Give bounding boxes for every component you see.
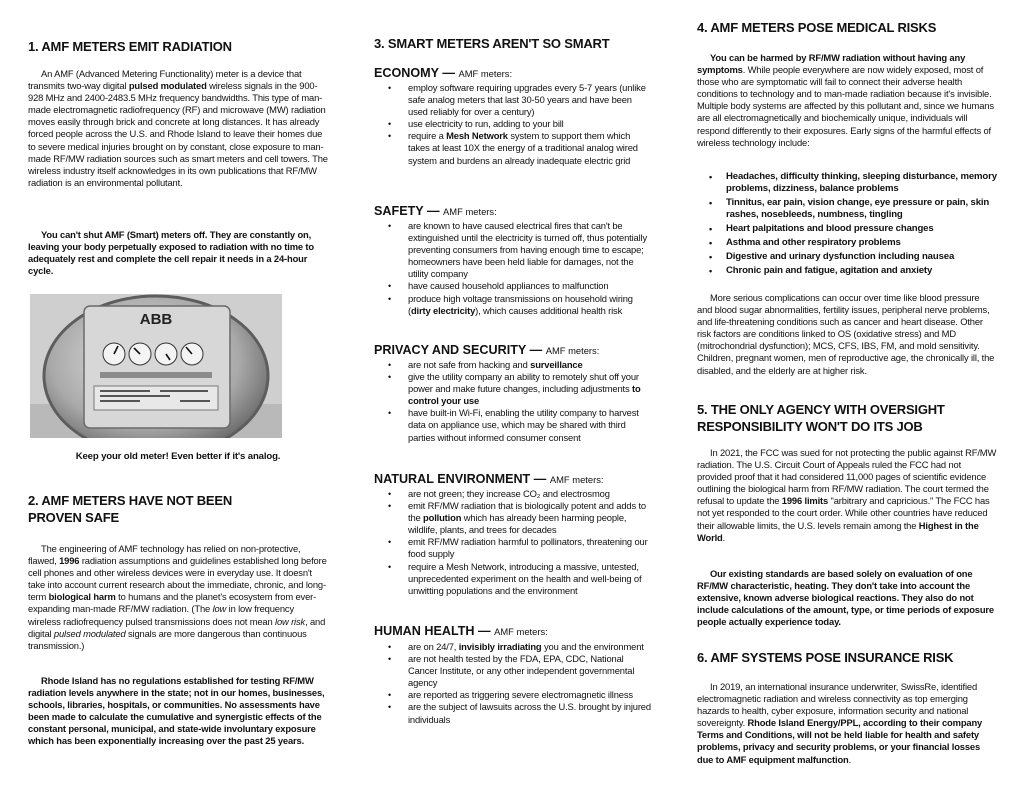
list-item: • are reported as triggering severe electromagnetic illness bbox=[374, 689, 652, 701]
meter-brand-label: ABB bbox=[139, 311, 173, 328]
list-item: • have built-in Wi-Fi, enabling the utility company to harvest data on appliance use, which may be shared with third parties without informed consumer consent bbox=[374, 407, 652, 443]
section-4-paragraph-2: More serious complications can occur over time like blood pressure and blood sugar abnormalities, fertility issues, peripheral nerve problems, and life-threatening conditions such as cancer and heart disease. Other risk factors are conditions linked to OS (oxidative stress) and MD (mitrochondrial dysfunction); MCS, CFS, IBS, FM, and mold sensitivity. Children, pregnant women, men of reproductive age, the chronically ill, the disabled, and the elderly are at higher risk. bbox=[697, 292, 995, 376]
section-5-paragraph-2: Our existing standards are based solely on evaluation of one RF/MW characteristic, heating. They don't take into account the extensive, known adverse biological reactions. They also do not include calculations of the amount, type, or time periods of exposure people actually experience today. bbox=[697, 568, 994, 628]
list-item: • are not health tested by the FDA, EPA, CDC, National Cancer Institute, or any other independent governmental agency bbox=[374, 653, 652, 689]
meter-photo bbox=[30, 294, 282, 438]
section-3-title: 3. SMART METERS AREN'T SO SMART bbox=[374, 36, 610, 51]
section-1-paragraph-2: You can't shut AMF (Smart) meters off. They are constantly on, leaving your body perpetually exposed to radiation with no time to adequately rest and complete the cell repair it needs in a 24-hour cycle. bbox=[28, 229, 314, 277]
section-5-title: 5. THE ONLY AGENCY WITH OVERSIGHT RESPONSIBILITY WON'T DO ITS JOB bbox=[697, 402, 945, 434]
safety-heading: SAFETY — AMF meters: bbox=[374, 204, 497, 218]
section-5-paragraph-1: In 2021, the FCC was sued for not protecting the public against RF/MW radiation. The U.S. Circuit Court of Appeals ruled the FCC had not provided proof that it had considered 11,000 pages of scientific evidence outlining the biological harm from RF/MW radiation. The court termed the refusal to update the 1996 limits "arbitrary and capricious." The FCC has not yet responded to the court order. While other countries have reduced their allowable limits, the U.S. levels remain among the Highest in the World. bbox=[697, 447, 997, 543]
list-item: • Asthma and other respiratory problems bbox=[697, 237, 997, 249]
electric-meter-image bbox=[30, 294, 282, 438]
list-item: • employ software requiring upgrades every 5-7 years (unlike safe analog meters that last 30-50 years and have been used reliably for over a century) bbox=[374, 82, 652, 118]
symptoms-list bbox=[697, 171, 997, 278]
photo-caption: Keep your old meter! Even better if it's analog. bbox=[75, 451, 281, 462]
list-item: • Heart palpitations and blood pressure changes bbox=[697, 223, 997, 235]
list-item: • Tinnitus, ear pain, vision change, eye pressure or pain, skin rashes, nosebleeds, numbness, tingling bbox=[697, 197, 997, 222]
section-6-title: 6. AMF SYSTEMS POSE INSURANCE RISK bbox=[697, 650, 954, 665]
list-item: • are known to have caused electrical fires that can't be extinguished until the electricity is turned off, thus potentially preventing consumers from having enough time to escape; homeowners have been held liable for damages, not the utility company bbox=[374, 220, 652, 280]
economy-list bbox=[374, 82, 652, 167]
list-item: • emit RF/MW radiation harmful to pollinators, threatening our food supply bbox=[374, 536, 652, 560]
section-2-paragraph-1: The engineering of AMF technology has relied on non-protective, flawed, 1996 radiation assumptions and guidelines established long before cell phones and other wireless devices were in everyday use. It doesn't take into account current research about the immediate, chronic, and long-term biological harm to humans and the planet's ecosystem from ever-expanding man-made RF/MW radiation. (The low in low frequency wireless radiofrequency pulsed transmissions does not mean low risk, and digital pulsed modulated signals are more dangerous than continuous transmission.) bbox=[28, 543, 327, 651]
section-2-title: 2. AMF METERS HAVE NOT BEEN PROVEN SAFE bbox=[28, 493, 233, 525]
economy-heading: ECONOMY — AMF meters: bbox=[374, 66, 513, 80]
natural-environment-list bbox=[374, 488, 652, 597]
section-1-title: 1. AMF METERS EMIT RADIATION bbox=[28, 39, 232, 54]
section-4-paragraph-1: You can be harmed by RF/MW radiation without having any symptoms. While people everywhere are now widely exposed, most of those who are symptomatic will fail to connect their adverse health conditions to technology and to man-made radiation because it's invisible. Multiple body systems are affected by this pollutant and, since we humans are all electromagnetically and biochemically unique, individuals will respond differently to their exposures. Early signs of the harmful effects of wireless technology include: bbox=[697, 52, 994, 148]
privacy-heading: PRIVACY AND SECURITY — AMF meters: bbox=[374, 343, 600, 357]
list-item: • use electricity to run, adding to your bill bbox=[374, 118, 652, 130]
human-health-list bbox=[374, 641, 652, 726]
section-4-title: 4. AMF METERS POSE MEDICAL RISKS bbox=[697, 20, 937, 35]
section-2-paragraph-2: Rhode Island has no regulations established for testing RF/MW radiation levels anywhere in the state; not in our homes, businesses, schools, libraries, hospitals, or communities. No assessments have been made to calculate the cumulative and synergistic effects of the constant personal, municipal, and state-wide involuntary exposure which has been exponentially increasing over the past 25 years. bbox=[28, 675, 325, 747]
list-item: • are not green; they increase CO₂ and electrosmog bbox=[374, 488, 652, 500]
section-6-paragraph-1: In 2019, an international insurance underwriter, SwissRe, identified electromagnetic radiation and wireless connectivity as top emerging hazards to health, cyber exposure, information security and national sovereignty. Rhode Island Energy/PPL, according to their company Terms and Conditions, will not be held liable for health and safety problems, privacy and security problems, or your financial losses due to AMF equipment malfunction. bbox=[697, 681, 983, 765]
natural-environment-heading: NATURAL ENVIRONMENT — AMF meters: bbox=[374, 472, 604, 486]
list-item: • require a Mesh Network, introducing a massive, untested, unprecedented experiment on the health and well-being of unwitting populations and the environment bbox=[374, 561, 652, 597]
section-1-paragraph-1: An AMF (Advanced Metering Functionality) meter is a device that transmits two-way digital pulsed modulated wireless signals in the 900-928 MHz and 2400-2483.5 MHz frequency bandwidths. This type of man-made electromagnetic radiofrequency (RF) and microwave (MW) radiation moves easily through brick and concrete at long distances. It has already forced people across the U.S. and Rhode Island to leave their homes due to severe medical injuries brought on by constant, close exposure to man-made RF/MW radiation sources such as smart meters and cell towers. The wireless industry itself acknowledges in its own publications that RF/MW radiation is an environmental pollutant. bbox=[28, 68, 328, 188]
list-item: • Headaches, difficulty thinking, sleeping disturbance, memory problems, dizziness, balance problems bbox=[697, 171, 997, 196]
list-item: • are not safe from hacking and surveillance bbox=[374, 359, 652, 371]
list-item: • require a Mesh Network system to support them which takes at least 10X the energy of a traditional analog wired system and burdens an already inadequate electric grid bbox=[374, 130, 652, 166]
privacy-list bbox=[374, 359, 652, 444]
list-item: • emit RF/MW radiation that is biologically potent and adds to the pollution which has already been harming people, wildlife, plants, and trees for decades bbox=[374, 500, 652, 536]
list-item: • give the utility company an ability to remotely shut off your power and make future changes, including adjustments to control your use bbox=[374, 371, 652, 407]
list-item: • are on 24/7, invisibly irradiating you and the environment bbox=[374, 641, 652, 653]
list-item: • produce high voltage transmissions on household wiring (dirty electricity), which causes additional health risk bbox=[374, 293, 652, 317]
list-item: • are the subject of lawsuits across the U.S. brought by injured individuals bbox=[374, 701, 652, 725]
list-item: • have caused household appliances to malfunction bbox=[374, 280, 652, 292]
safety-list bbox=[374, 220, 652, 317]
human-health-heading: HUMAN HEALTH — AMF meters: bbox=[374, 624, 548, 638]
list-item: • Digestive and urinary dysfunction including nausea bbox=[697, 251, 997, 263]
list-item: • Chronic pain and fatigue, agitation and anxiety bbox=[697, 265, 997, 277]
